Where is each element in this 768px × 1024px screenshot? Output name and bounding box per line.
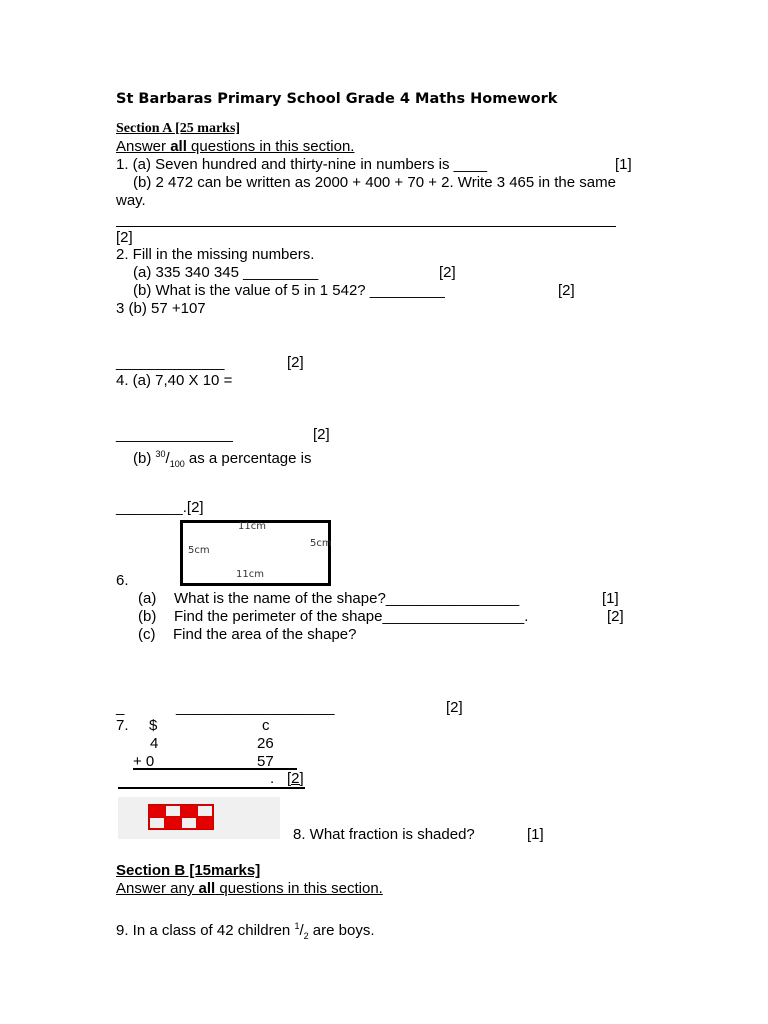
unshaded-square	[197, 805, 213, 817]
row1-dollars: 4	[150, 735, 159, 752]
question-6b-mark: [2]	[607, 608, 624, 625]
question-8: 8. What fraction is shaded?	[293, 826, 475, 843]
question-6-answer-line: ___________________	[176, 699, 335, 716]
page-title: St Barbaras Primary School Grade 4 Maths Homework	[116, 91, 558, 107]
question-2a-mark: [2]	[439, 264, 456, 281]
row2-cents: 57	[257, 753, 274, 770]
question-4b: (b) $^{30}/_{100}$ as a percentage is	[133, 449, 312, 469]
question-2: 2. Fill in the missing numbers.	[116, 246, 315, 263]
shaded-square	[181, 805, 197, 817]
question-4a-answer-line: ______________	[116, 426, 233, 443]
question-4a: 4. (a) 7,40 X 10 =	[116, 372, 233, 389]
shape-bottom-label: 11cm	[236, 569, 264, 580]
question-6b: Find the perimeter of the shape_________________.	[174, 608, 529, 625]
question-6c: Find the area of the shape?	[173, 626, 357, 643]
shape-top-label: 11cm	[238, 521, 266, 532]
question-3-mark: [2]	[287, 354, 304, 371]
question-1b-mark: [2]	[116, 229, 133, 246]
cents-column-header: c	[262, 717, 270, 734]
question-7-mark: [2]	[287, 770, 304, 787]
section-a-instructions: Answer all questions in this section.	[116, 138, 355, 155]
section-b-instructions: Answer any all questions in this section.	[116, 880, 383, 897]
question-2b-mark: [2]	[558, 282, 575, 299]
unshaded-square	[165, 805, 181, 817]
question-3-answer-line: _____________	[116, 354, 225, 371]
answer-line-1b	[116, 226, 616, 227]
question-3b: 3 (b) 57 +107	[116, 300, 206, 317]
question-6b-label: (b)	[138, 608, 157, 625]
question-1b: (b) 2 472 can be written as 2000 + 400 + 70 + 2. Write 3 465 in the same	[133, 174, 616, 191]
question-1b-continued: way.	[116, 192, 146, 209]
question-4a-mark: [2]	[313, 426, 330, 443]
sum-decimal-point: .	[270, 770, 275, 787]
section-b-heading: Section B [15marks]	[116, 862, 261, 879]
row1-cents: 26	[257, 735, 274, 752]
shape-right-label: 5cm	[310, 538, 332, 549]
shaded-square	[149, 805, 165, 817]
question-4b-answer-line: ________.[2]	[116, 499, 204, 516]
question-6-mark: [2]	[446, 699, 463, 716]
question-6a-label: (a)	[138, 590, 157, 607]
question-6a: What is the name of the shape?________________	[174, 590, 520, 607]
shaded-square	[165, 817, 181, 829]
question-8-mark: [1]	[527, 826, 544, 843]
question-1a-mark: [1]	[615, 156, 632, 173]
question-9: 9. In a class of 42 children $^1/_2$ are boys.	[116, 921, 375, 941]
unshaded-square	[181, 817, 197, 829]
question-6a-mark: [1]	[602, 590, 619, 607]
section-a-heading: Section A [25 marks]	[116, 121, 241, 136]
sum-line-bottom	[118, 787, 305, 789]
question-1a: 1. (a) Seven hundred and thirty-nine in numbers is ____	[116, 156, 488, 173]
row2-dollars: + 0	[133, 753, 155, 770]
question-2b: (b) What is the value of 5 in 1 542? _________	[133, 282, 445, 299]
question-6: 6.	[116, 572, 129, 589]
dollar-column-header: $	[149, 717, 158, 734]
question-6-dash: _	[116, 699, 125, 716]
shaded-square	[197, 817, 213, 829]
shaded-fraction-grid	[148, 804, 214, 830]
question-2a: (a) 335 340 345 _________	[133, 264, 319, 281]
question-6c-label: (c)	[138, 626, 156, 643]
question-7: 7.	[116, 717, 129, 734]
shape-left-label: 5cm	[188, 545, 210, 556]
unshaded-square	[149, 817, 165, 829]
